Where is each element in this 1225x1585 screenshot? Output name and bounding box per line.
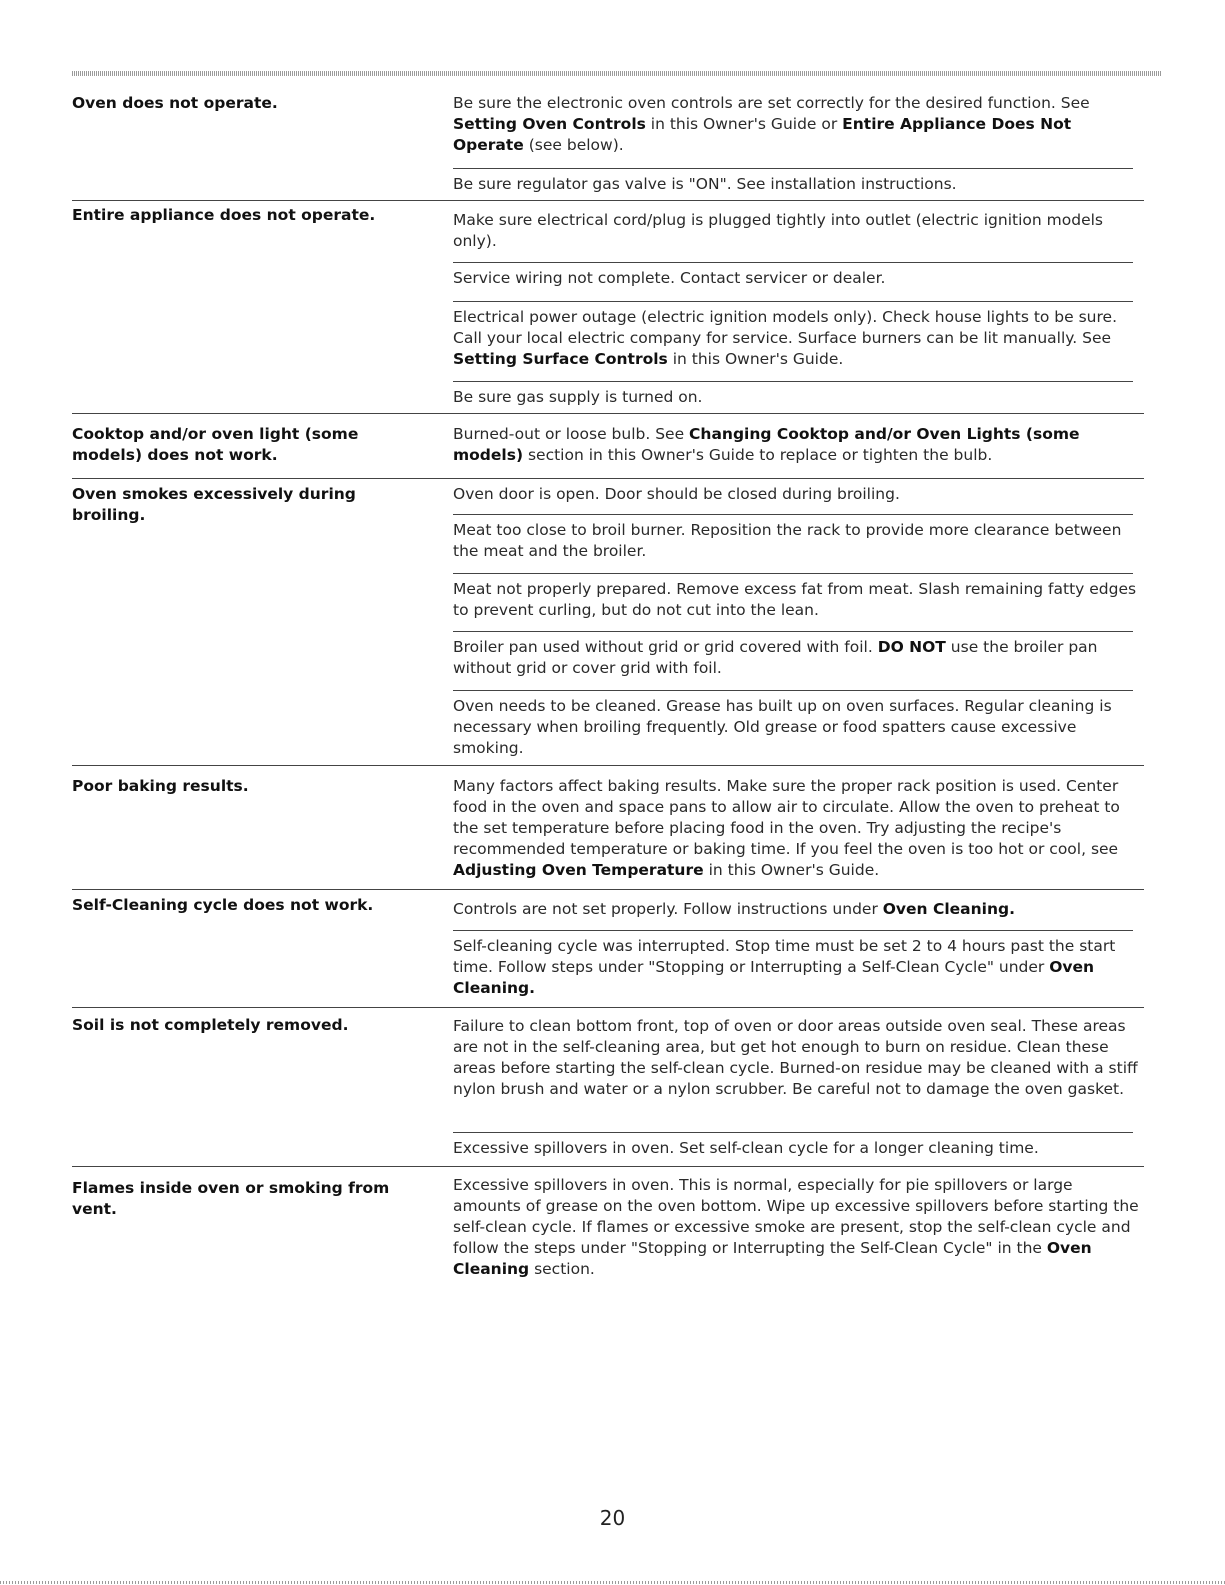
solution-text: Electrical power outage (electric ignition models only). Check house lights to be sure. Call your local electric company for service. Surface burners can be lit manually. See Setting Surface Controls in this Owner's Guide. [453,307,1141,370]
top-decorative-border [72,71,1162,76]
troubleshooting-item [72,413,1144,464]
solution-text: Controls are not set properly. Follow instructions under Oven Cleaning. [453,900,1015,918]
problem-label: Cooktop and/or oven light (some models) does not work. [72,425,359,464]
problem-label: Oven does not operate. [72,94,278,112]
problem-label: Poor baking results. [72,777,249,795]
troubleshooting-item [72,889,1144,997]
problem-label: Entire appliance does not operate. [72,206,376,224]
page-number: 20 [599,1506,626,1530]
solution-text: Service wiring not complete. Contact servicer or dealer. [453,268,1141,289]
problem-label: Flames inside oven or smoking from vent. [72,1179,390,1218]
solution-text: Failure to clean bottom front, top of oven or door areas outside oven seal. These areas are not in the self-cleaning area, but get hot enough to burn on residue. Clean these areas before starting the self-clean cycle. Burned-on residue may be cleaned with a stiff nylon brush and water or a nylon scrubber. Be careful not to damage the oven gasket. [453,1017,1138,1098]
troubleshooting-item [72,1007,1144,1157]
problem-label: Self-Cleaning cycle does not work. [72,896,374,914]
solution-text: Many factors affect baking results. Make sure the proper rack position is used. Center food in the oven and space pans to allow air to circulate. Allow the oven to preheat to the set temperature before placing food in the oven. Try adjusting the recipe's recommended temperature or baking time. If you feel the oven is too hot or cool, see Adjusting Oven Temperature in this Owner's Guide. [453,777,1120,879]
troubleshooting-item [72,200,1144,406]
troubleshooting-item [72,1166,1144,1278]
troubleshooting-item [72,478,1144,757]
solution-text: Self-cleaning cycle was interrupted. Stop time must be set 2 to 4 hours past the start time. Follow steps under "Stopping or Interrupting a Self-Clean Cycle" under Oven Cleaning. [453,936,1141,999]
solution-text: Be sure the electronic oven controls are set correctly for the desired function. See Setting Oven Controls in this Owner's Guide or Entire Appliance Does Not Operate (see below). [453,94,1090,154]
solution-text: Make sure electrical cord/plug is plugged tightly into outlet (electric ignition models only). [453,211,1103,250]
bottom-decorative-border [0,1581,1225,1584]
solution-text: Burned-out or loose bulb. See Changing Cooktop and/or Oven Lights (some models) section in this Owner's Guide to replace or tighten the bulb. [453,425,1080,464]
solution-text: Oven needs to be cleaned. Grease has built up on oven surfaces. Regular cleaning is necessary when broiling frequently. Old grease or food spatters cause excessive smoking. [453,696,1141,759]
solution-text: Meat too close to broil burner. Reposition the rack to provide more clearance between the meat and the broiler. [453,520,1141,562]
problem-label: Oven smokes excessively during broiling. [72,485,356,524]
solution-text: Be sure gas supply is turned on. [453,387,1141,408]
solution-text: Oven door is open. Door should be closed during broiling. [453,485,900,503]
solution-text: Meat not properly prepared. Remove excess fat from meat. Slash remaining fatty edges to prevent curling, but do not cut into the lean. [453,579,1141,621]
solution-text: Be sure regulator gas valve is "ON". See installation instructions. [453,174,1141,195]
solution-text: Excessive spillovers in oven. This is normal, especially for pie spillovers or large amounts of grease on the oven bottom. Wipe up excessive spillovers before starting the self-clean cycle. If flames or excessive smoke are present, stop the self-clean cycle and follow the steps under "Stopping or Interrupting the Self-Clean Cycle" in the Oven Cleaning section. [453,1176,1139,1278]
solution-text: Excessive spillovers in oven. Set self-clean cycle for a longer cleaning time. [453,1138,1141,1159]
troubleshooting-item [72,765,1144,879]
problem-label: Soil is not completely removed. [72,1016,349,1034]
solution-text: Broiler pan used without grid or grid covered with foil. DO NOT use the broiler pan without grid or cover grid with foil. [453,637,1141,679]
